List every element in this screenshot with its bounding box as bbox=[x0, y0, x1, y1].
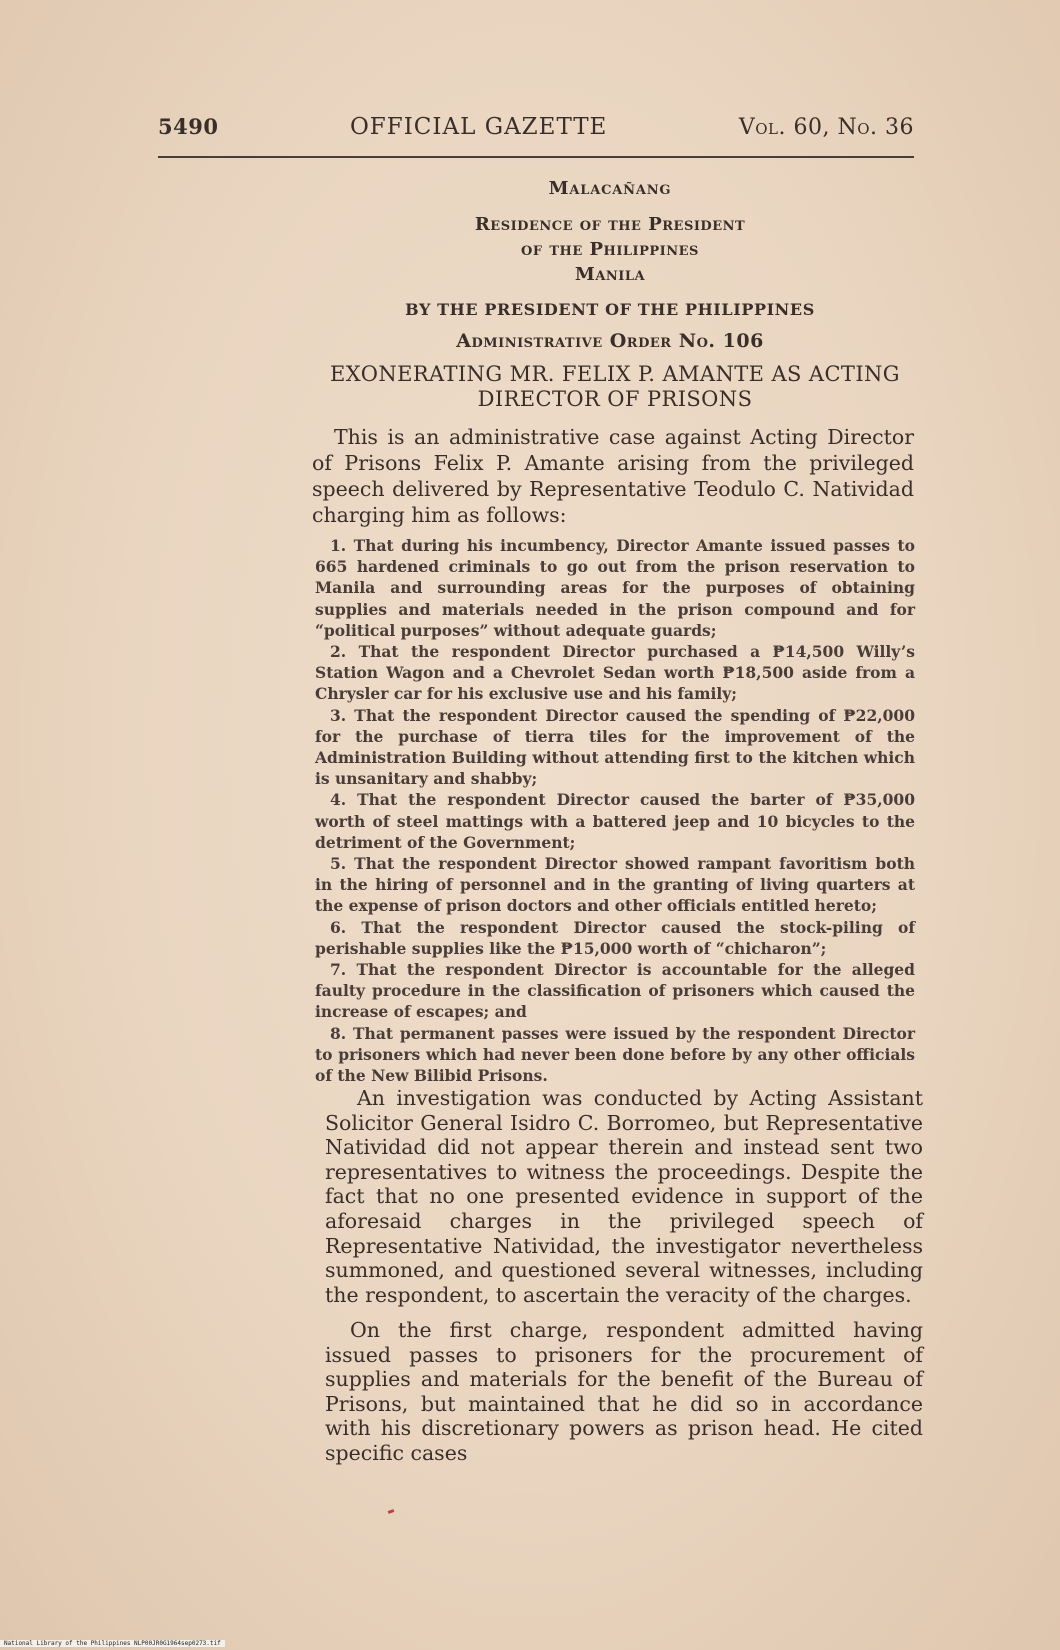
intro-paragraph: This is an administrative case against Acting Director of Prisons Felix P. Amante arising from the privileged speech delivered by Representative Teodulo C. Natividad charging him as follows: bbox=[312, 425, 914, 527]
volume-number: Vol. 60, No. 36 bbox=[738, 115, 914, 140]
first-charge-paragraph: On the first charge, respondent admitted having issued passes to prisoners for the procurement of supplies and materials for the benefit of the Bureau of Prisons, but maintained that he did so in accordance with his discretionary powers as prison head. He cited specific cases bbox=[325, 1318, 923, 1465]
charge-item: 8. That permanent passes were issued by the respondent Director to prisoners which had never been done before by any other officials of the New Bilibid Prisons. bbox=[315, 1023, 915, 1086]
publication-title: OFFICIAL GAZETTE bbox=[349, 114, 608, 140]
charge-item: 2. That the respondent Director purchased a ₱14,500 Willy’s Station Wagon and a Chevrolet Sedan worth ₱18,500 aside from a Chrysler car for his exclusive use and his family; bbox=[315, 642, 915, 704]
residence-city: Manila bbox=[574, 264, 646, 285]
charge-item: 3. That the respondent Director caused the spending of ₱22,000 for the purchase of tierra tiles for the improvement of the Administration Building without attending first to the kitchen which is unsanitary and shabby; bbox=[315, 705, 915, 789]
residence-heading bbox=[310, 212, 910, 287]
charge-item: 1. That during his incumbency, Director Amante issued passes to 665 hardened criminals to go out from the prison reservation to Manila and surrounding areas for the purposes of obtaining supplies and materials needed in the prison compound and for “political purposes” without adequate guards; bbox=[315, 536, 915, 640]
malacanang-heading: Malacañang bbox=[548, 178, 672, 199]
order-title: EXONERATING MR. FELIX P. AMANTE AS ACTING DIRECTOR OF PRISONS bbox=[330, 362, 900, 411]
charges-list bbox=[315, 535, 915, 1086]
scan-footer: National Library of the Philippines NLP00JR0G1964sep0273.tif bbox=[0, 1640, 225, 1647]
header-rule bbox=[158, 156, 914, 158]
residence-line-1: Residence of the President bbox=[474, 214, 746, 235]
page-number: 5490 bbox=[158, 114, 219, 139]
page-header bbox=[158, 114, 914, 148]
charge-item: 5. That the respondent Director showed rampant favoritism both in the hiring of personnel and in the granting of living quarters at the expense of prison doctors and other officials entitled hereto; bbox=[315, 854, 915, 916]
charge-item: 7. That the respondent Director is accountable for the alleged faulty procedure in the classification of prisoners which caused the increase of escapes; and bbox=[315, 960, 915, 1022]
charge-item: 6. That the respondent Director caused the stock-piling of perishable supplies like the ₱15,000 worth of “chicharon”; bbox=[315, 917, 915, 958]
by-the-president-line: BY THE PRESIDENT OF THE PHILIPPINES bbox=[405, 300, 815, 319]
administrative-order-number: Administrative Order No. 106 bbox=[456, 330, 764, 352]
ink-mark bbox=[388, 1509, 395, 1514]
investigation-paragraph: An investigation was conducted by Acting Assistant Solicitor General Isidro C. Borromeo, but Representative Natividad did not appear therein and instead sent two representatives to witness the proceedings. Despite the fact that no one presented evidence in support of the aforesaid charges in the privileged speech of Representative Natividad, the investigator nevertheless summoned, and questioned several witnesses, including the respondent, to ascertain the veracity of the charges. bbox=[325, 1086, 923, 1307]
charge-item: 4. That the respondent Director caused the barter of ₱35,000 worth of steel mattings with a battered jeep and 10 bicycles to the detriment of the Government; bbox=[315, 790, 915, 852]
residence-line-2: of the Philippines bbox=[521, 239, 699, 260]
